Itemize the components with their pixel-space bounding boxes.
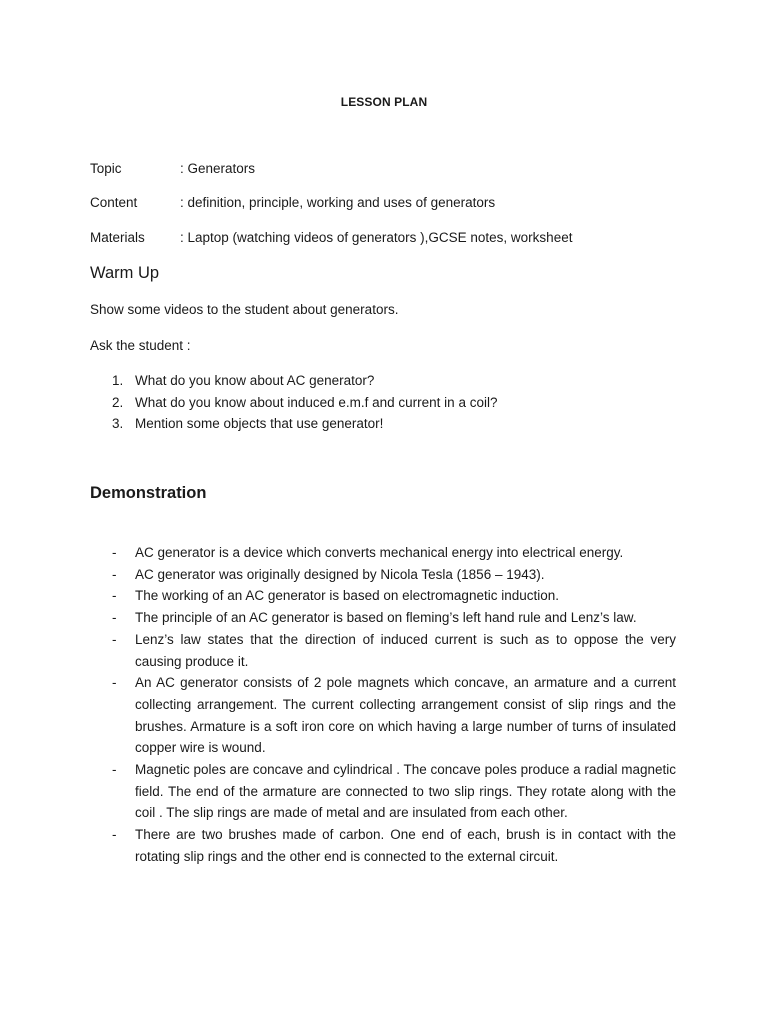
list-item-text: An AC generator consists of 2 pole magnets which concave, an armature and a current collecting arrangement. The current collecting arrangement consist of slip rings and the brushes. Armature is a soft iron core on which having a large number of turns of insulated copper wire is wound. — [135, 675, 676, 756]
list-number: 2. — [112, 394, 124, 410]
question-list — [90, 370, 680, 435]
demonstration-heading: Demonstration — [90, 484, 207, 502]
list-item — [90, 564, 676, 586]
bullet-dash: - — [112, 588, 117, 604]
list-item-text: There are two brushes made of carbon. One end of each, brush is in contact with the rotating slip rings and the other end is connected to the external circuit. — [135, 827, 676, 864]
list-item — [90, 370, 680, 392]
list-item-text: What do you know about induced e.m.f and current in a coil? — [135, 394, 498, 410]
meta-row-content — [90, 194, 495, 212]
page-title: LESSON PLAN — [340, 95, 428, 109]
bullet-dash: - — [112, 566, 117, 582]
list-item — [90, 585, 676, 607]
meta-key-topic: Topic — [90, 161, 122, 176]
list-item — [90, 824, 676, 867]
bullet-dash: - — [112, 545, 117, 560]
list-item-text: Lenz’s law states that the direction of induced current is such as to oppose the very causing produce it. — [135, 631, 676, 669]
list-number: 1. — [112, 373, 124, 388]
bullet-dash: - — [112, 827, 117, 843]
meta-key-materials: Materials — [90, 230, 145, 245]
warm-up-intro: Show some videos to the student about generators. — [90, 302, 399, 317]
list-item — [90, 672, 676, 759]
list-item — [90, 759, 676, 824]
meta-value-topic: : Generators — [180, 161, 256, 176]
list-item — [90, 629, 676, 672]
list-item-text: AC generator is a device which converts mechanical energy into electrical energy. — [135, 545, 624, 560]
meta-key-content: Content — [90, 195, 138, 210]
bullet-dash: - — [112, 631, 117, 647]
list-item-text: AC generator was originally designed by Nicola Tesla (1856 – 1943). — [135, 566, 545, 582]
list-item-text: What do you know about AC generator? — [135, 373, 375, 388]
list-item-text: The principle of an AC generator is based on fleming’s left hand rule and Lenz’s law. — [135, 610, 637, 626]
bullet-dash: - — [112, 762, 117, 778]
meta-value-materials: : Laptop (watching videos of generators ),GCSE notes, worksheet — [180, 230, 573, 245]
demonstration-list — [90, 542, 676, 868]
list-number: 3. — [112, 416, 124, 431]
meta-row-topic — [90, 160, 255, 178]
warm-up-ask: Ask the student : — [90, 338, 191, 353]
list-item — [90, 542, 676, 564]
bullet-dash: - — [112, 675, 117, 691]
list-item-text: The working of an AC generator is based on electromagnetic induction. — [135, 588, 559, 604]
bullet-dash: - — [112, 610, 117, 626]
meta-row-materials — [90, 229, 572, 247]
meta-value-content: : definition, principle, working and uses of generators — [180, 195, 496, 210]
list-item — [90, 392, 680, 414]
list-item — [90, 607, 676, 629]
list-item — [90, 413, 680, 435]
list-item-text: Magnetic poles are concave and cylindrical . The concave poles produce a radial magnetic field. The end of the armature are connected to two slip rings. They rotate along with the coil . The slip rings are made of metal and are insulated from each other. — [135, 762, 676, 821]
warm-up-heading: Warm Up — [90, 264, 160, 282]
list-item-text: Mention some objects that use generator! — [135, 416, 384, 431]
